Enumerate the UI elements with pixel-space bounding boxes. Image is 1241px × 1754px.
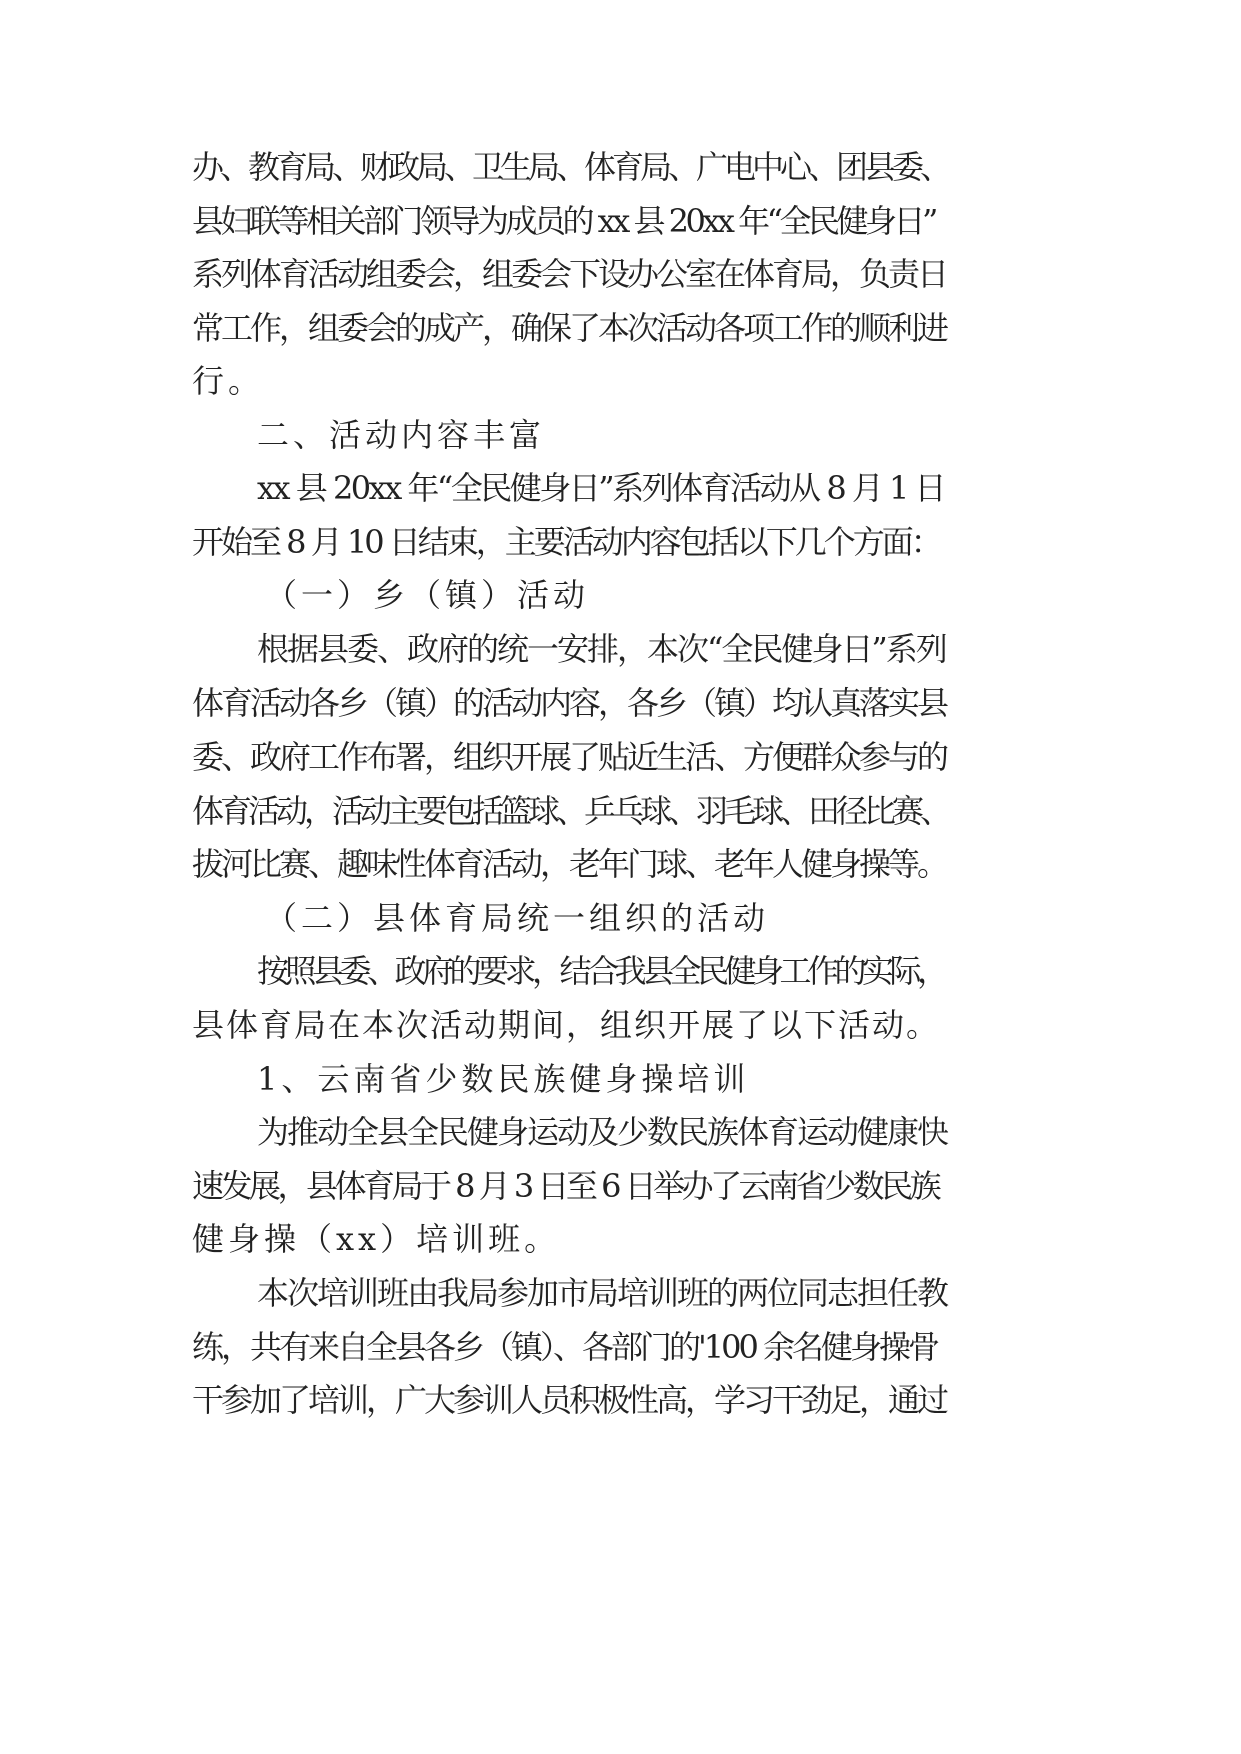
subsection-heading: （一）乡（镇）活动	[265, 576, 590, 614]
text-line: 委、政府工作布署，组织开展了贴近生活、方便群众参与的	[192, 738, 947, 776]
subsection-heading: （二）县体育局统一组织的活动	[265, 899, 770, 937]
text-line: 办、教育局、财政局、卫生局、体育局、广电中心、团县委、	[192, 148, 949, 186]
section-heading: 二、活动内容丰富	[257, 416, 546, 454]
text-line: 为推动全县全民健身运动及少数民族体育运动健康快	[257, 1113, 948, 1151]
text-line: 县体育局在本次活动期间，组织开展了以下活动。	[192, 1006, 941, 1044]
text-line: 健身操（xx）培训班。	[192, 1220, 561, 1258]
text-line: 本次培训班由我局参加市局培训班的两位同志担任教	[257, 1274, 948, 1312]
text-line: 行。	[192, 362, 265, 400]
text-line: 干参加了培训，广大参训人员积极性高，学习干劲足，通过	[192, 1381, 947, 1419]
text-line: 常工作，组委会的成产，确保了本次活动各项工作的顺利进	[192, 309, 947, 347]
text-line: 练，共有来自全县各乡（镇）、各部门的'100 余名健身操骨	[192, 1328, 938, 1366]
text-line: 体育活动各乡（镇）的活动内容，各乡（镇）均认真落实县	[192, 684, 947, 722]
item-heading: 1、云南省少数民族健身操培训	[257, 1060, 750, 1098]
text-line: 系列体育活动组委会，组委会下设办公室在体育局，负责日	[192, 255, 947, 293]
text-line: 拔河比赛、趣味性体育活动，老年门球、老年人健身操等。	[192, 845, 947, 883]
text-line: 体育活动，活动主要包括篮球、乒乓球、羽毛球、田径比赛、	[192, 792, 949, 830]
text-line: 县妇联等相关部门领导为成员的 xx 县 20xx 年“全民健身日”	[192, 202, 935, 240]
text-line: 根据县委、政府的统一安排，本次“全民健身日”系列	[257, 630, 946, 668]
text-line: 开始至 8 月 10 日结束，主要活动内容包括以下几个方面：	[192, 523, 940, 561]
text-line: xx 县 20xx 年“全民健身日”系列体育活动从 8 月 1 日	[257, 469, 945, 507]
text-line: 速发展，县体育局于 8 月 3 日至 6 日举办了云南省少数民族	[192, 1167, 939, 1205]
text-line: 按照县委、政府的要求，结合我县全民健身工作的实际，	[257, 952, 945, 990]
